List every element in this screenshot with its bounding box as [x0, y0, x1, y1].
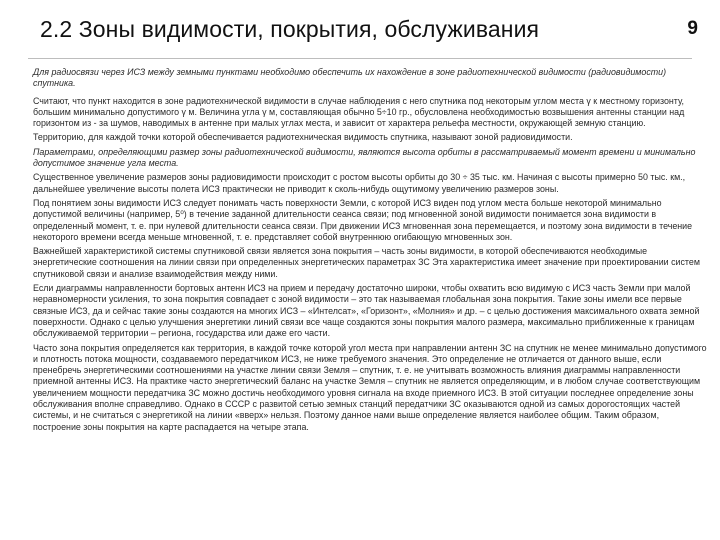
- intro-paragraph: Для радиосвязи через ИСЗ между земными пунктами необходимо обеспечить их нахождение в зоне радиотехнической видимости (радиовидимости) спутника.: [33, 67, 667, 89]
- paragraph-coverage-zone: Важнейшей характеристикой системы спутниковой связи является зона покрытия – часть зоны видимости, в которой обеспечиваются необходимые энергетические соотношения на линии связи при определенных энергетических параметрах ЗС Эта характеристика имеет значение при проектировании систем спутниковой связи и анализе взаимодействия между ними.: [33, 246, 700, 279]
- body-text: [33, 67, 709, 436]
- paragraph-visibility-zone: Территорию, для каждой точки которой обеспечивается радиотехническая видимость спутника, называют зоной радиовидимости.: [33, 132, 573, 143]
- header: [0, 0, 720, 62]
- title-divider: [28, 58, 692, 59]
- paragraph-global-coverage: Если диаграммы направленности бортовых антенн ИСЗ на прием и передачу достаточно широки, чтобы охватить всю видимую с ИСЗ часть Земли при малой неравномерности усиления, то зона покрытия совпадает с зоной видимости – это так называемая глобальная зона покрытия. Такие зоны имели все первые связные ИСЗ, да и сейчас такие зоны создаются на многих ИСЗ – «Интелсат», «Горизонт», «Молния» и др. – с целью достижения максимального охвата земной поверхности. Однако с целью улучшения энергетики линий связи все чаще создаются зоны покрытия малого размера, максимально приближенные к границам обслуживаемой территории – региона, государства или даже его части.: [33, 283, 700, 339]
- paragraph-orbit-height: Существенное увеличение размеров зоны радиовидимости происходит с ростом высоты орбиты до 30 ÷ 35 тыс. км. Начиная с высоты примерно 50 тыс. км., дальнейшее увеличение высоты полета ИСЗ практически не приводит к сколь-нибудь ощутимому увеличению размеров зоны.: [33, 172, 686, 194]
- page-title: 2.2 Зоны видимости, покрытия, обслуживания: [40, 16, 540, 42]
- paragraph-coverage-definition: Часто зона покрытия определяется как территория, в каждой точке которой угол места при направлении антенн ЗС на спутник не менее минимально допустимого и плотность потока мощности, создаваемого передатчиком ИСЗ, не ниже требуемого значения. Это определение не отличается от данного выше, если пренебречь энергетическими соотношениями на участке линии связи Земля – спутник, т. е. не учитывать возможность влияния диаграммы направленности приемной антенны ИСЗ. На практике часто энергетический баланс на участке Земля – спутник не является определяющим, и в любом случае соответствующим увеличением мощности передатчика ЗС можно достичь необходимого уровня сигнала на входе приемного ИСЗ. В этой ситуации последнее определение зоны обслуживания вполне справедливо. Однако в СССР с развитой сетью земных станций передатчики ЗС оказываются одной из самых дорогостоящих частей системы, и не считаться с энергетикой на линии «вверх» нельзя. Поэтому данное нами выше определение является наиболее общим. Таким образом, построение зоны покрытия на карте распадается на четыре этапа.: [33, 342, 707, 432]
- paragraph-elevation-angle: Считают, что пункт находится в зоне радиотехнической видимости в случае наблюдения с него спутника под некоторым углом места γ к местному горизонту, большим минимально допустимого γ м. Величина угла γ м, составляющая обычно 5÷10 гр., обусловлена необходимостью возвышения антенны станции над горизонтом из - за шумов, наводимых в антенне при малых углах места, и зависит от характера рельефа местности, окружающей земную станцию.: [33, 95, 685, 129]
- page-number: 9: [687, 18, 698, 39]
- paragraph-instant-zone: Под понятием зоны видимости ИСЗ следует понимать часть поверхности Земли, с которой ИСЗ виден под углом места больше некоторой минимально допустимой величины (например, 5⁰) в течение заданной длительности сеанса связи; под мгновенной зоной видимости понимается зона видимости в определенный момент, т. е. при нулевой длительности сеанса связи. При движении ИСЗ мгновенная зона перемещается, и поэтому зона видимости в течение некоторого времени всегда меньше мгновенной, т. е. представляет собой внутреннюю огибающую мгновенных зон.: [33, 197, 693, 242]
- paragraph-zone-parameters: Параметрами, определяющими размер зоны радиотехнической видимости, являются высота орбиты в рассматриваемый момент времени и минимально допустимое значение угла места.: [33, 146, 696, 169]
